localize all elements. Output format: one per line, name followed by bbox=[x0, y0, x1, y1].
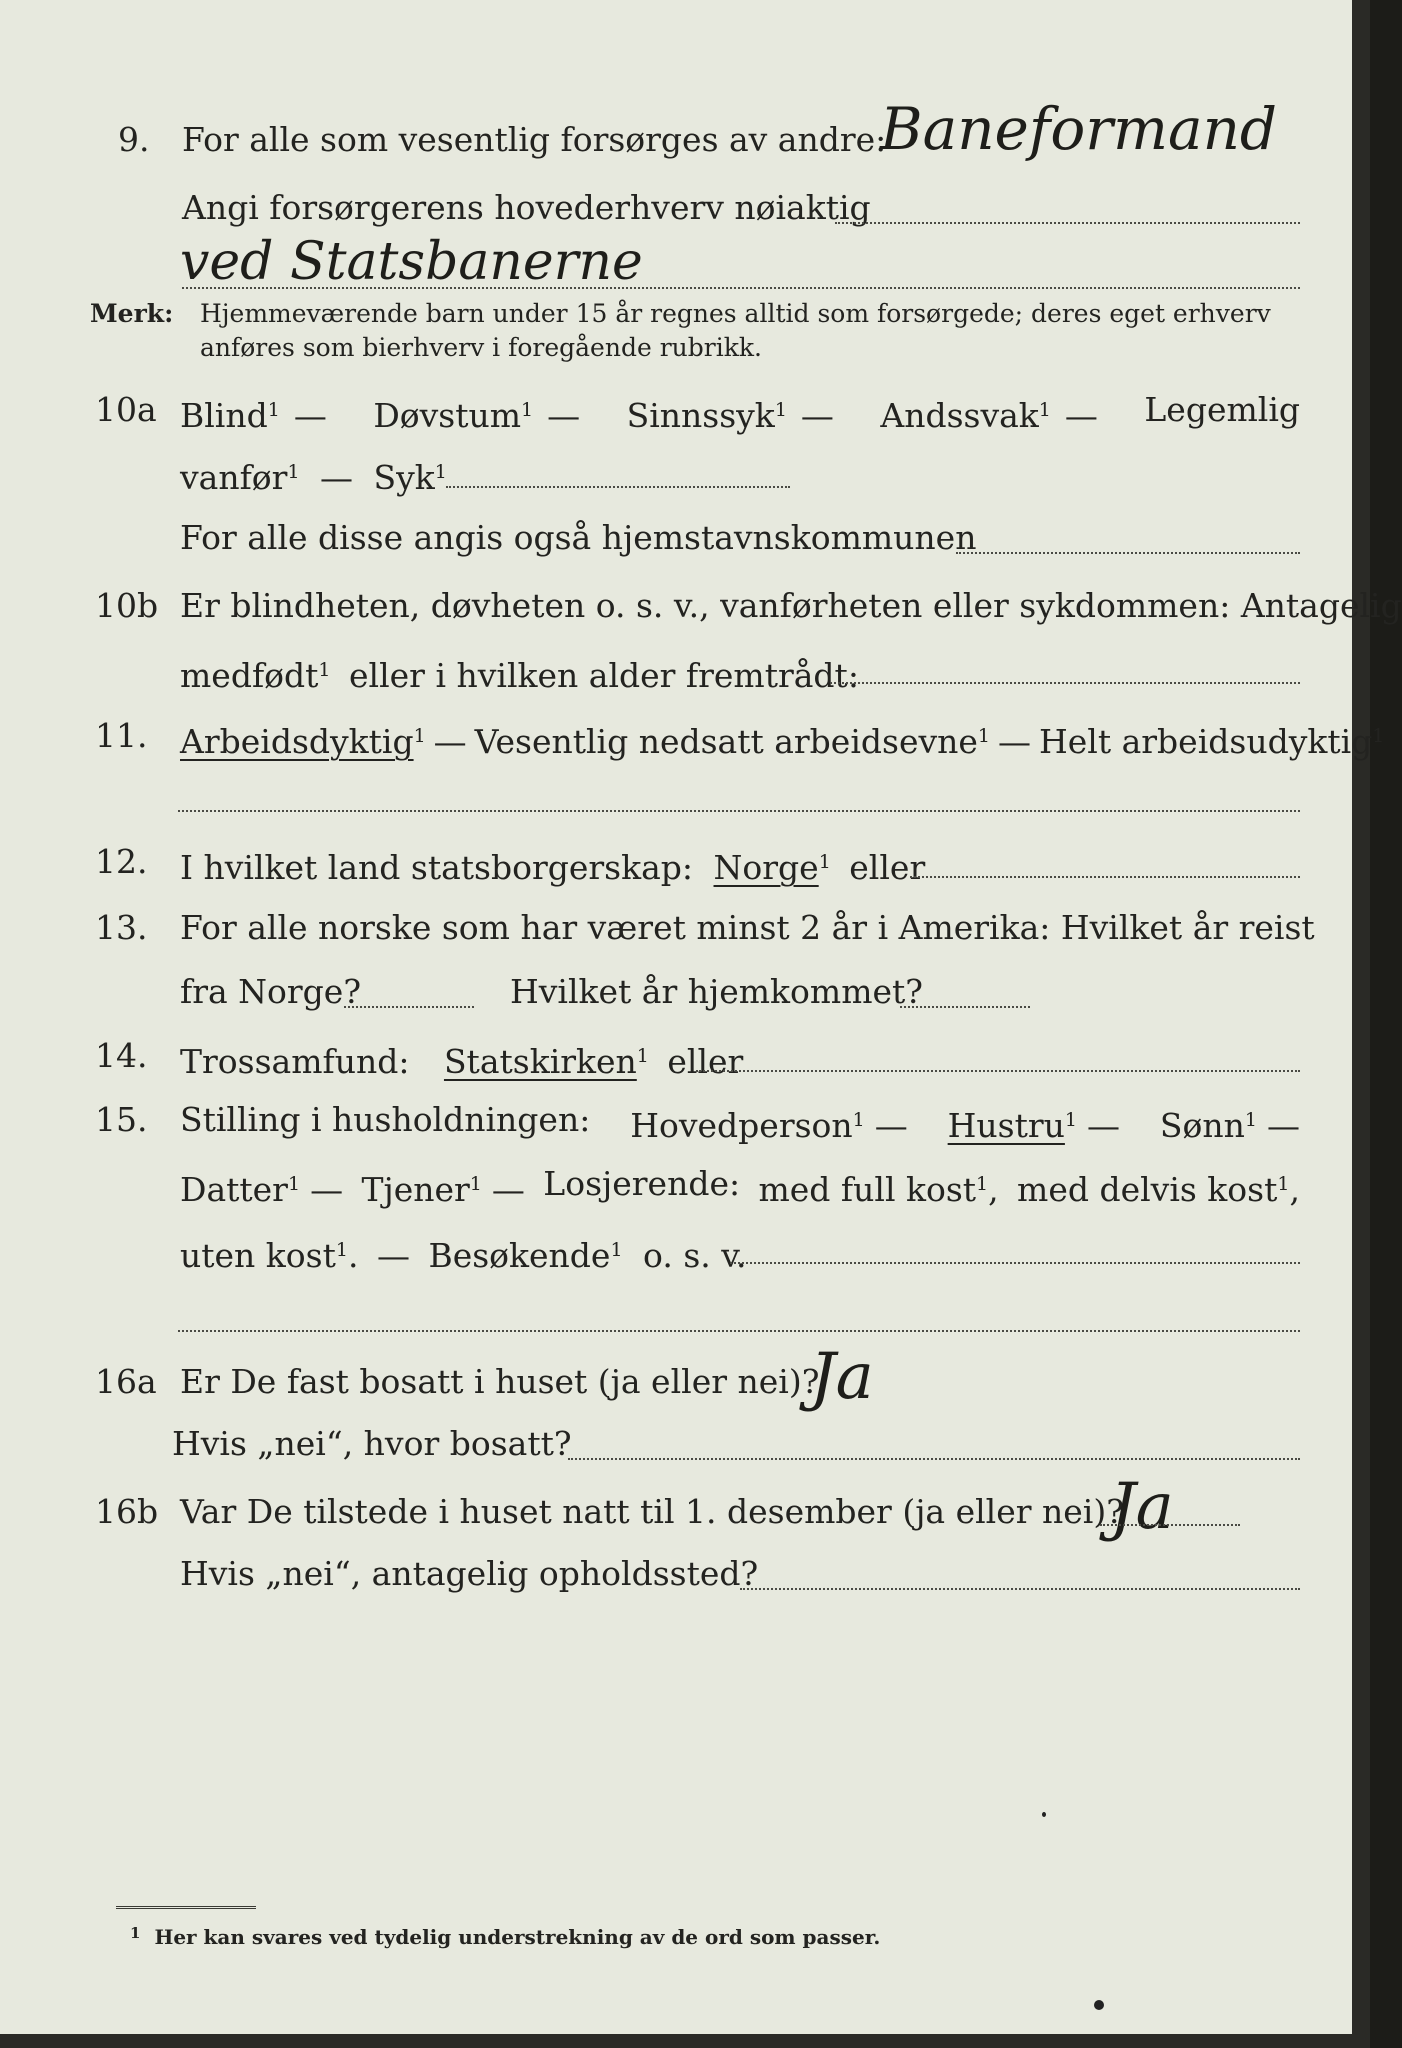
q10a-line2: vanfør$^1$ — Syk$^1$ bbox=[180, 458, 447, 497]
q16b-line2: Hvis „nei“, antagelig opholdssted? bbox=[180, 1554, 759, 1593]
q10a-item: Døvstum$^1$ — bbox=[373, 396, 581, 435]
q10a-item: Andssvak$^1$ — bbox=[880, 396, 1098, 435]
q16b-dotted-line bbox=[740, 1588, 1300, 1590]
q9-answer-line1: Baneformand bbox=[880, 95, 1278, 163]
merk-label: Merk: bbox=[90, 299, 174, 328]
footnote-rule bbox=[116, 1906, 256, 1909]
q11-dotted-line bbox=[178, 810, 1300, 812]
merk-line1: Hjemmeværende barn under 15 år regnes alltid som forsørgede; deres eget erhverv bbox=[200, 299, 1271, 328]
q16b-line1: Var De tilstede i huset natt til 1. desember (ja eller nei)? bbox=[180, 1492, 1124, 1531]
q9-answer-line2: ved Statsbanerne bbox=[180, 232, 643, 292]
q15-number: 15. bbox=[95, 1100, 148, 1139]
q12-line: I hvilket land statsborgerskap: Norge$^1$ eller bbox=[180, 848, 926, 887]
q16a-answer: Ja bbox=[810, 1340, 874, 1414]
q11-option-arbeidsdyktig-underlined: Arbeidsdyktig bbox=[180, 722, 414, 761]
q14-option-statskirken-underlined: Statskirken bbox=[443, 1042, 637, 1081]
q15-line2: Datter$^1$ — Tjener$^1$ — Losjerende: med full kost$^1$, med delvis kost$^1$, bbox=[180, 1164, 1300, 1209]
q12-dotted-line bbox=[910, 876, 1300, 878]
q16b-answer-dotted-line bbox=[1100, 1524, 1240, 1526]
q15-dotted-line-1 bbox=[730, 1262, 1300, 1264]
merk-line2: anføres som bierhverv i foregående rubrikk. bbox=[200, 333, 762, 362]
q12-option-norge-underlined: Norge bbox=[713, 848, 819, 887]
q16a-dotted-line bbox=[568, 1458, 1300, 1460]
ink-speck bbox=[1094, 2000, 1104, 2010]
q10a-item: Sinnssyk$^1$ — bbox=[626, 396, 834, 435]
q16a-number: 16a bbox=[95, 1362, 157, 1401]
scan-edge-bottom bbox=[0, 2034, 1370, 2048]
q10b-line1: Er blindheten, døvheten o. s. v., vanførheten eller sykdommen: Antagelig bbox=[180, 586, 1402, 625]
q13-reist-dotted-line bbox=[344, 1006, 474, 1008]
q14-line: Trossamfund: Statskirken$^1$ eller bbox=[180, 1042, 744, 1081]
q12-number: 12. bbox=[95, 842, 148, 881]
q9-answer-dotted-line bbox=[835, 222, 1300, 224]
q10a-hjemstavn-dotted-line bbox=[956, 552, 1300, 554]
q10a-number: 10a bbox=[95, 390, 157, 429]
q9-line1: For alle som vesentlig forsørges av andre: bbox=[182, 120, 887, 159]
q9-number: 9. bbox=[118, 120, 150, 159]
q15-dotted-line-2 bbox=[178, 1330, 1300, 1332]
q16b-answer: Ja bbox=[1110, 1470, 1174, 1544]
q10b-number: 10b bbox=[95, 586, 159, 625]
q14-number: 14. bbox=[95, 1036, 148, 1075]
q13-line2b: Hvilket år hjemkommet? bbox=[510, 972, 923, 1011]
q15-line3: uten kost$^1$. — Besøkende$^1$ o. s. v. bbox=[180, 1236, 747, 1275]
q15-line1: Stilling i husholdningen: Hovedperson$^1$ — Hustru$^1$ — Sønn$^1$ — bbox=[180, 1100, 1300, 1145]
q13-number: 13. bbox=[95, 908, 148, 947]
q10a-line3: For alle disse angis også hjemstavnskommunen bbox=[180, 518, 977, 557]
scan-edge-right bbox=[1352, 0, 1370, 2048]
q10a-line1 bbox=[180, 390, 1300, 436]
q15-option-hustru-underlined: Hustru bbox=[947, 1106, 1065, 1145]
q9-dotted-line-2 bbox=[182, 287, 1300, 289]
q11-line: Arbeidsdyktig$^1$ — Vesentlig nedsatt arbeidsevne$^1$ — Helt arbeidsudyktig$^1$ bbox=[180, 722, 1385, 761]
q16b-number: 16b bbox=[95, 1492, 159, 1531]
q13-line1: For alle norske som har været minst 2 år i Amerika: Hvilket år reist bbox=[180, 908, 1315, 947]
q14-dotted-line bbox=[696, 1070, 1300, 1072]
q13-hjemkommet-dotted-line bbox=[900, 1006, 1030, 1008]
q9-line2: Angi forsørgerens hovederhverv nøiaktig bbox=[182, 188, 871, 227]
q16a-line1: Er De fast bosatt i huset (ja eller nei)? bbox=[180, 1362, 820, 1401]
q10a-item: Legemlig bbox=[1144, 390, 1300, 429]
q10a-item: Blind$^1$ — bbox=[180, 396, 327, 435]
q10a-syk-dotted-line bbox=[446, 486, 790, 488]
q10b-dotted-line bbox=[830, 682, 1300, 684]
q13-line2a: fra Norge? bbox=[180, 972, 362, 1011]
q10b-line2: medfødt$^1$ eller i hvilken alder fremtrådt: bbox=[180, 656, 859, 695]
footnote: $^1$ Her kan svares ved tydelig understrekning av de ord som passer. bbox=[130, 1924, 881, 1949]
ink-speck bbox=[1042, 1812, 1046, 1817]
q16a-line2: Hvis „nei“, hvor bosatt? bbox=[172, 1424, 572, 1463]
q11-number: 11. bbox=[95, 716, 148, 755]
